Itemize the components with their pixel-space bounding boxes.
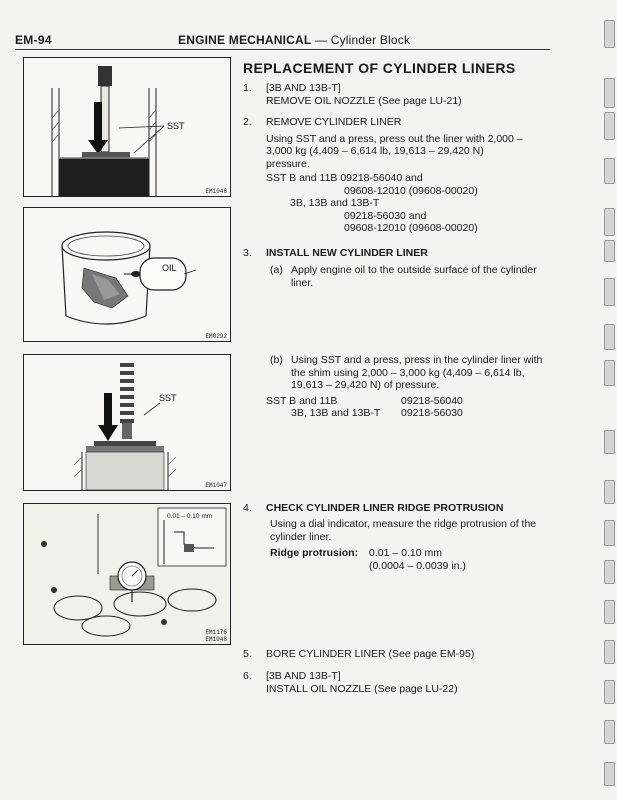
- step-3-sst-b-label: 3B, 13B and 13B-T: [291, 407, 381, 419]
- step-4-text: [270, 518, 555, 543]
- figure-1-code: EM1046: [205, 188, 227, 195]
- step-3-sst-b-value: 09218-56030: [401, 407, 463, 419]
- index-tab: [604, 324, 615, 350]
- step-3b-line-2: the shim using 2,000 – 3,000 kg (4,409 – 6,614 lb,: [291, 366, 525, 379]
- step-5-number: 5.: [243, 648, 252, 660]
- index-tab: [604, 278, 615, 306]
- step-3a-mark: (a): [270, 264, 283, 276]
- figure-3-code: EM1047: [205, 482, 227, 489]
- step-4-spec-values: [369, 547, 466, 572]
- step-3b-text: [291, 354, 556, 392]
- step-6-line-1: [3B AND 13B-T]: [266, 670, 341, 682]
- figure-install-liner: [23, 354, 231, 491]
- step-3-number: 3.: [243, 247, 252, 259]
- step-4-spec-label: Ridge protrusion:: [270, 547, 359, 559]
- step-2-para-3: pressure.: [266, 157, 310, 170]
- step-1-text: [266, 82, 462, 107]
- step-6-number: 6.: [243, 670, 252, 682]
- step-3b-line-1: Using SST and a press, press in the cylinder liner with: [291, 354, 543, 366]
- step-2-sst-4: 09218-56030 and: [344, 209, 427, 222]
- step-3a-text: [291, 264, 556, 289]
- figure-4-callout: 0.01 – 0.10 mm: [167, 513, 213, 520]
- step-1-line-2: REMOVE OIL NOZZLE (See page LU-21): [266, 94, 462, 107]
- step-2-para-2: 3,000 kg (4,409 – 6,614 lb, 19,613 – 29,420 N): [266, 145, 484, 157]
- figure-measure-protrusion: [23, 503, 231, 645]
- step-2-text: [266, 116, 556, 235]
- step-4-spec-in: (0.0004 – 0.0039 in.): [369, 559, 466, 572]
- step-3-sst-a-value: 09218-56040: [401, 395, 463, 407]
- measure-protrusion-illustration: [24, 504, 230, 644]
- step-5-text: BORE CYLINDER LINER (See page EM-95): [266, 648, 475, 660]
- index-tab: [604, 560, 615, 584]
- install-liner-illustration: [24, 355, 230, 490]
- header-rule: [15, 49, 550, 50]
- figure-4-code-1: EM1176: [205, 629, 227, 636]
- remove-liner-illustration: [24, 58, 230, 196]
- section-heading: [178, 33, 410, 47]
- index-tab: [604, 20, 615, 48]
- index-tab: [604, 240, 615, 262]
- figure-2-callout: OIL: [162, 263, 177, 273]
- index-tab: [604, 430, 615, 454]
- index-tab: [604, 208, 615, 236]
- index-tab: [604, 158, 615, 184]
- step-2-number: 2.: [243, 116, 252, 128]
- figure-1-callout: SST: [167, 121, 185, 131]
- index-tab: [604, 360, 615, 386]
- figure-4-code-2: EM1048: [205, 636, 227, 643]
- step-2-para-1: Using SST and a press, press out the liner with 2,000 –: [266, 132, 523, 145]
- step-3a-line-1: Apply engine oil to the outside surface of the cylinder: [291, 264, 537, 276]
- index-tab: [604, 480, 615, 504]
- index-tab: [604, 680, 615, 704]
- step-1-line-1: [3B AND 13B-T]: [266, 82, 341, 94]
- page-title: REPLACEMENT OF CYLINDER LINERS: [243, 60, 516, 76]
- step-4-heading: CHECK CYLINDER LINER RIDGE PROTRUSION: [266, 502, 504, 514]
- step-3b-mark: (b): [270, 354, 283, 366]
- index-tab: [604, 520, 615, 546]
- step-6-line-2: INSTALL OIL NOZZLE (See page LU-22): [266, 682, 458, 695]
- step-2-sst-1: SST B and 11B 09218-56040 and: [266, 172, 423, 184]
- step-4-number: 4.: [243, 502, 252, 514]
- index-tab: [604, 640, 615, 664]
- index-tab: [604, 600, 615, 624]
- figure-apply-oil: [23, 207, 231, 342]
- step-3a-line-2: liner.: [291, 276, 314, 289]
- step-2-sst-5: 09608-12010 (09608-00020): [344, 222, 478, 234]
- apply-oil-illustration: [24, 208, 230, 341]
- step-6-text: [266, 670, 458, 695]
- step-2-sst-3: 3B, 13B and 13B-T: [290, 197, 380, 209]
- step-3-sst-a-label: SST B and 11B: [266, 395, 338, 407]
- step-2-sst-2: 09608-12010 (09608-00020): [344, 184, 478, 197]
- section-dash: —: [314, 33, 328, 47]
- subsection-name: Cylinder Block: [330, 33, 411, 47]
- index-tab: [604, 78, 615, 108]
- step-1-number: 1.: [243, 82, 252, 94]
- step-4-spec-mm: 0.01 – 0.10 mm: [369, 547, 442, 559]
- figure-3-callout: SST: [159, 393, 177, 403]
- step-4-para-1: Using a dial indicator, measure the ridge protrusion of the: [270, 518, 537, 530]
- page-code: EM-94: [15, 33, 52, 47]
- step-3b-line-3: 19,613 – 29,420 N) of pressure.: [291, 379, 440, 391]
- step-3-heading: INSTALL NEW CYLINDER LINER: [266, 247, 428, 259]
- step-2-heading: REMOVE CYLINDER LINER: [266, 116, 402, 128]
- index-tab: [604, 112, 615, 140]
- figure-2-code: EM0292: [205, 333, 227, 340]
- index-tab: [604, 720, 615, 744]
- figure-remove-liner: [23, 57, 231, 197]
- section-name: ENGINE MECHANICAL: [178, 33, 312, 47]
- index-tab: [604, 762, 615, 786]
- step-4-para-2: cylinder liner.: [270, 530, 332, 543]
